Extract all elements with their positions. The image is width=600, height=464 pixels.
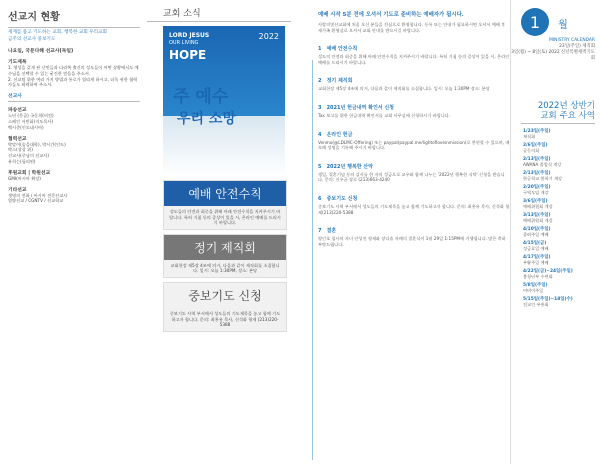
- council-body: 교회헌장 제5장 4조에 의거, 다음과 같이 제직회를 소집합니다. 일시: 오늘 1:30PM, 장소: 본당: [170, 262, 280, 274]
- section-line: 스페인 서민화(지도목사): [8, 118, 54, 124]
- event-date: 2/20일(주일): [523, 185, 551, 190]
- divider: [8, 27, 140, 28]
- event-name: 종려주일 예배: [523, 232, 549, 237]
- item-title: 중보기도 신청: [326, 195, 358, 202]
- poster-line-2: OUR LIVING: [169, 40, 199, 46]
- event-date: 4/15일(금): [523, 241, 547, 246]
- item-text: 양인호 집사의 자녀 안성진 형제와 장다솔 자매의 결혼식이 1월 29일 1:15PM에 거행됩니다. 많은 축하 부탁드립니다.: [318, 236, 506, 247]
- item-number: 4: [318, 131, 322, 138]
- item-text: Venmo(@LDLMC-Offering) 또는 paypal(paypal.me/lightofloveinmission)로 봉헌할 수 있으며, 메모에 성명을 기록해 주시기 바랍니다.: [318, 139, 510, 151]
- safety-body: 성도들의 안전과 회중을 위해 아래 안전수칙을 지켜주시기 바랍니다. 특히 기침 등의 증상이 있을 시, 온라인 예배를 드리시기 바랍니다.: [169, 209, 281, 226]
- announcement-item: [302, 33, 510, 65]
- item-number: 5: [318, 163, 322, 170]
- section-head: 후원교회 | 학원선교: [8, 170, 51, 176]
- event-date: 5/15일(주일)~18일(수): [523, 297, 573, 302]
- news-column: [147, 0, 297, 464]
- item-text: 생일, 결혼기념 등의 감사를 한 자의 성금으로 교우와 함께 나누는 '2022년 행복한 식탁' 신청을 받습니다. 문의: 신우균 장로 (213)663-4240: [318, 171, 505, 183]
- event-item: [511, 154, 600, 168]
- event-name: 성금요일 예배: [523, 246, 549, 251]
- section-line: 생명의 전화 / 아시아 전문선교사: [8, 192, 68, 198]
- event-date: 4/10일(주일): [523, 227, 551, 232]
- announcement-item: [302, 65, 510, 92]
- event-date: 3/6일(주일): [523, 199, 548, 204]
- event-item: [511, 196, 600, 210]
- item-number: 6: [318, 195, 322, 202]
- event-name: 전교인 부흥회: [523, 302, 549, 307]
- section-line: 백시준(인도네시아): [8, 124, 44, 130]
- item-title: 예배 안전수칙: [326, 46, 358, 53]
- event-item: [511, 252, 600, 266]
- calendar-column: [510, 0, 600, 464]
- item-text: Tax 보고를 위한 헌금내역 확인서를 교회 사무실에 신청하시기 바랍니다.: [318, 112, 451, 118]
- poster-line-1: LORD JESUS: [169, 32, 210, 39]
- event-date: 2/6일(주일): [523, 143, 548, 148]
- section-line: 유희는(필리핀): [8, 158, 36, 164]
- poster-year: 2022: [258, 32, 279, 41]
- item-text: 교회헌장 제5장 4조에 의거, 다음과 같이 제직회를 소집합니다. 일시: 오늘 1:30PM 장소: 본당: [318, 86, 490, 92]
- news-title: 교회 소식: [147, 0, 291, 22]
- announcement-item: [302, 92, 510, 119]
- event-date: 4/17일(주일): [523, 255, 551, 260]
- section-line: 박말이(숨을대학), 박시간(인도): [8, 141, 66, 147]
- item-title: 온라인 헌금: [326, 131, 353, 138]
- event-item: [511, 182, 600, 196]
- support-label: 선교사: [8, 94, 22, 100]
- event-item: [511, 210, 600, 224]
- section-line: GMI(아시아 확장): [8, 175, 41, 181]
- item-number: 7: [318, 228, 322, 235]
- timeline-line: [312, 60, 313, 460]
- calendar-item: 23일(주일) 제직회: [559, 44, 595, 49]
- item-text: 성도의 안전과 회중을 위해 아래 안전수칙을 지켜주시기 바랍니다. 특히 기침 등의 증상이 있을 시, 온라인 예배를 드리시기 바랍니다.: [318, 54, 510, 65]
- calendar-item: 3일(월) ~ 8일(토) 2022 신년특별새벽기도회: [511, 50, 595, 61]
- mission-intro-2: 금주의 선교사 중보기도: [8, 36, 56, 42]
- prayer-topics-label: 기도제목: [8, 60, 27, 65]
- section-line: 노년 (몽골) 국동희(비전): [8, 113, 54, 119]
- announcement-item: [302, 183, 510, 215]
- announcements-column: [302, 0, 510, 464]
- item-text: 중보기도 사역 부서에서 성도들의 기도제목을 놓고 함께 기도하고자 합니다. 문의: 최홍유 목사, 신석화 형제(213)220-5388: [318, 203, 510, 215]
- event-item: [511, 238, 600, 252]
- event-name: 구역모임 개강: [523, 190, 549, 195]
- prayer-head: 중보기도 신청: [164, 283, 286, 308]
- council-head: 정기 제직회: [164, 235, 286, 260]
- ministry-title-2: 교회 주요 사역: [540, 111, 595, 121]
- event-item: [511, 126, 600, 140]
- event-name: 한글학교 봄학기 개강: [523, 176, 563, 181]
- event-name: 예배위원회 개강: [523, 204, 553, 209]
- event-name: 공동의회: [523, 148, 540, 153]
- calendar-label: MINISTRY CALENDAR: [549, 38, 595, 43]
- headline: 예배 시작 5분 전에 오셔서 기도로 준비하는 예배자가 됩시다.: [318, 12, 464, 18]
- council-box: [163, 234, 287, 278]
- event-item: [511, 294, 600, 308]
- divider: [8, 101, 140, 102]
- prayer-box: [163, 282, 287, 332]
- event-item: [511, 280, 600, 294]
- theme-poster: [163, 26, 285, 176]
- month-number: 1: [521, 8, 549, 36]
- prayer-topic-1: 1. 영성을 갖게 된 난민들과 다리쪽 출신의 성도들이 어떤 상황에서도 예수님을 선택할 수 있는 굳건한 믿음을 주소서.: [8, 65, 139, 76]
- event-date: 3/13일(주일): [523, 213, 551, 218]
- section-head: 협력선교: [8, 136, 27, 142]
- item-number: 2: [318, 78, 322, 85]
- event-date: 5/8일(주일): [523, 283, 548, 288]
- event-name: 제직회: [523, 134, 536, 139]
- prayer-topic-2: 2. 선교팀 위한 여러 가지 방법과 통로가 열리게 하시고, 더욱 귀한 협력자들도 허락하여 주소서.: [8, 76, 138, 88]
- mission-intro-1: 세계를 품고 기도하는 교회, 행복한 교회 우리교회: [8, 30, 107, 35]
- safety-box: [163, 180, 287, 230]
- intro-text: [302, 20, 510, 33]
- prayer-body: 중보기도 사역 부서에서 성도들의 기도제목을 놓고 함께 기도하고자 합니다. 문의: 최홍유 목사, 신석화 형제 (213)220-5388: [169, 310, 281, 328]
- ministry-title-1: 2022년 상반기: [537, 101, 595, 111]
- missionary-name: 나요일, 국문다해 선교사(독일): [8, 49, 74, 54]
- item-title: 2022년 행복한 산악: [326, 163, 373, 170]
- event-name: 봄청년부 수련회: [523, 274, 553, 279]
- poster-big-2: 우리 소망: [177, 111, 236, 127]
- item-number: 3: [318, 104, 322, 111]
- event-date: 2/13일(주일): [523, 171, 551, 176]
- event-item: [511, 266, 600, 280]
- event-item: [511, 168, 600, 182]
- section-head: 파송선교: [8, 108, 27, 114]
- section-line: 선교사(중남미 선교사): [8, 153, 50, 159]
- item-number: 1: [318, 46, 322, 53]
- poster-big-1: 주 예수: [173, 87, 229, 107]
- event-name: 어버이주일: [523, 288, 544, 293]
- item-title: 정기 제직회: [326, 78, 353, 85]
- poster-line-3: HOPE: [169, 48, 207, 62]
- section-line: 열방선교 / CGNTV / 선교학교: [8, 198, 64, 204]
- month-label: 월: [558, 19, 568, 31]
- item-title: 결혼: [326, 228, 337, 235]
- announcement-item: [302, 215, 510, 247]
- divider: [521, 123, 595, 124]
- event-name: 부활주일 예배: [523, 260, 549, 265]
- event-date: 4/22일(금)~24일(주일): [523, 269, 573, 274]
- safety-head: 예배 안전수칙: [164, 181, 286, 206]
- event-item: [511, 224, 600, 238]
- event-item: [511, 140, 600, 154]
- event-date: 1/23일(주일): [523, 129, 551, 134]
- event-date: 2/13일(주일): [523, 157, 551, 162]
- section-line: 박스(상상 위): [8, 147, 33, 153]
- announcement-item: [302, 151, 510, 183]
- event-name: 예배위원회 개강: [523, 218, 553, 223]
- mission-column: [0, 0, 140, 464]
- section-head: 기타선교: [8, 187, 27, 193]
- event-name: AWANA 졸업식 개강: [523, 162, 562, 167]
- intro-text-content: 사랑의빛선교회에 처음 오신 분들을 진심으로 환영합니다. 등록 또는 안내가 필요하시면 오셔서 예배 후 새가족 환영실로 오셔서 교회 안내를 받으시길 바랍니다.: [318, 22, 506, 33]
- mission-title: 선교지 현황: [8, 12, 60, 23]
- announcement-item: [302, 119, 510, 151]
- item-title: 2021년 헌금내역 확인서 신청: [326, 104, 395, 111]
